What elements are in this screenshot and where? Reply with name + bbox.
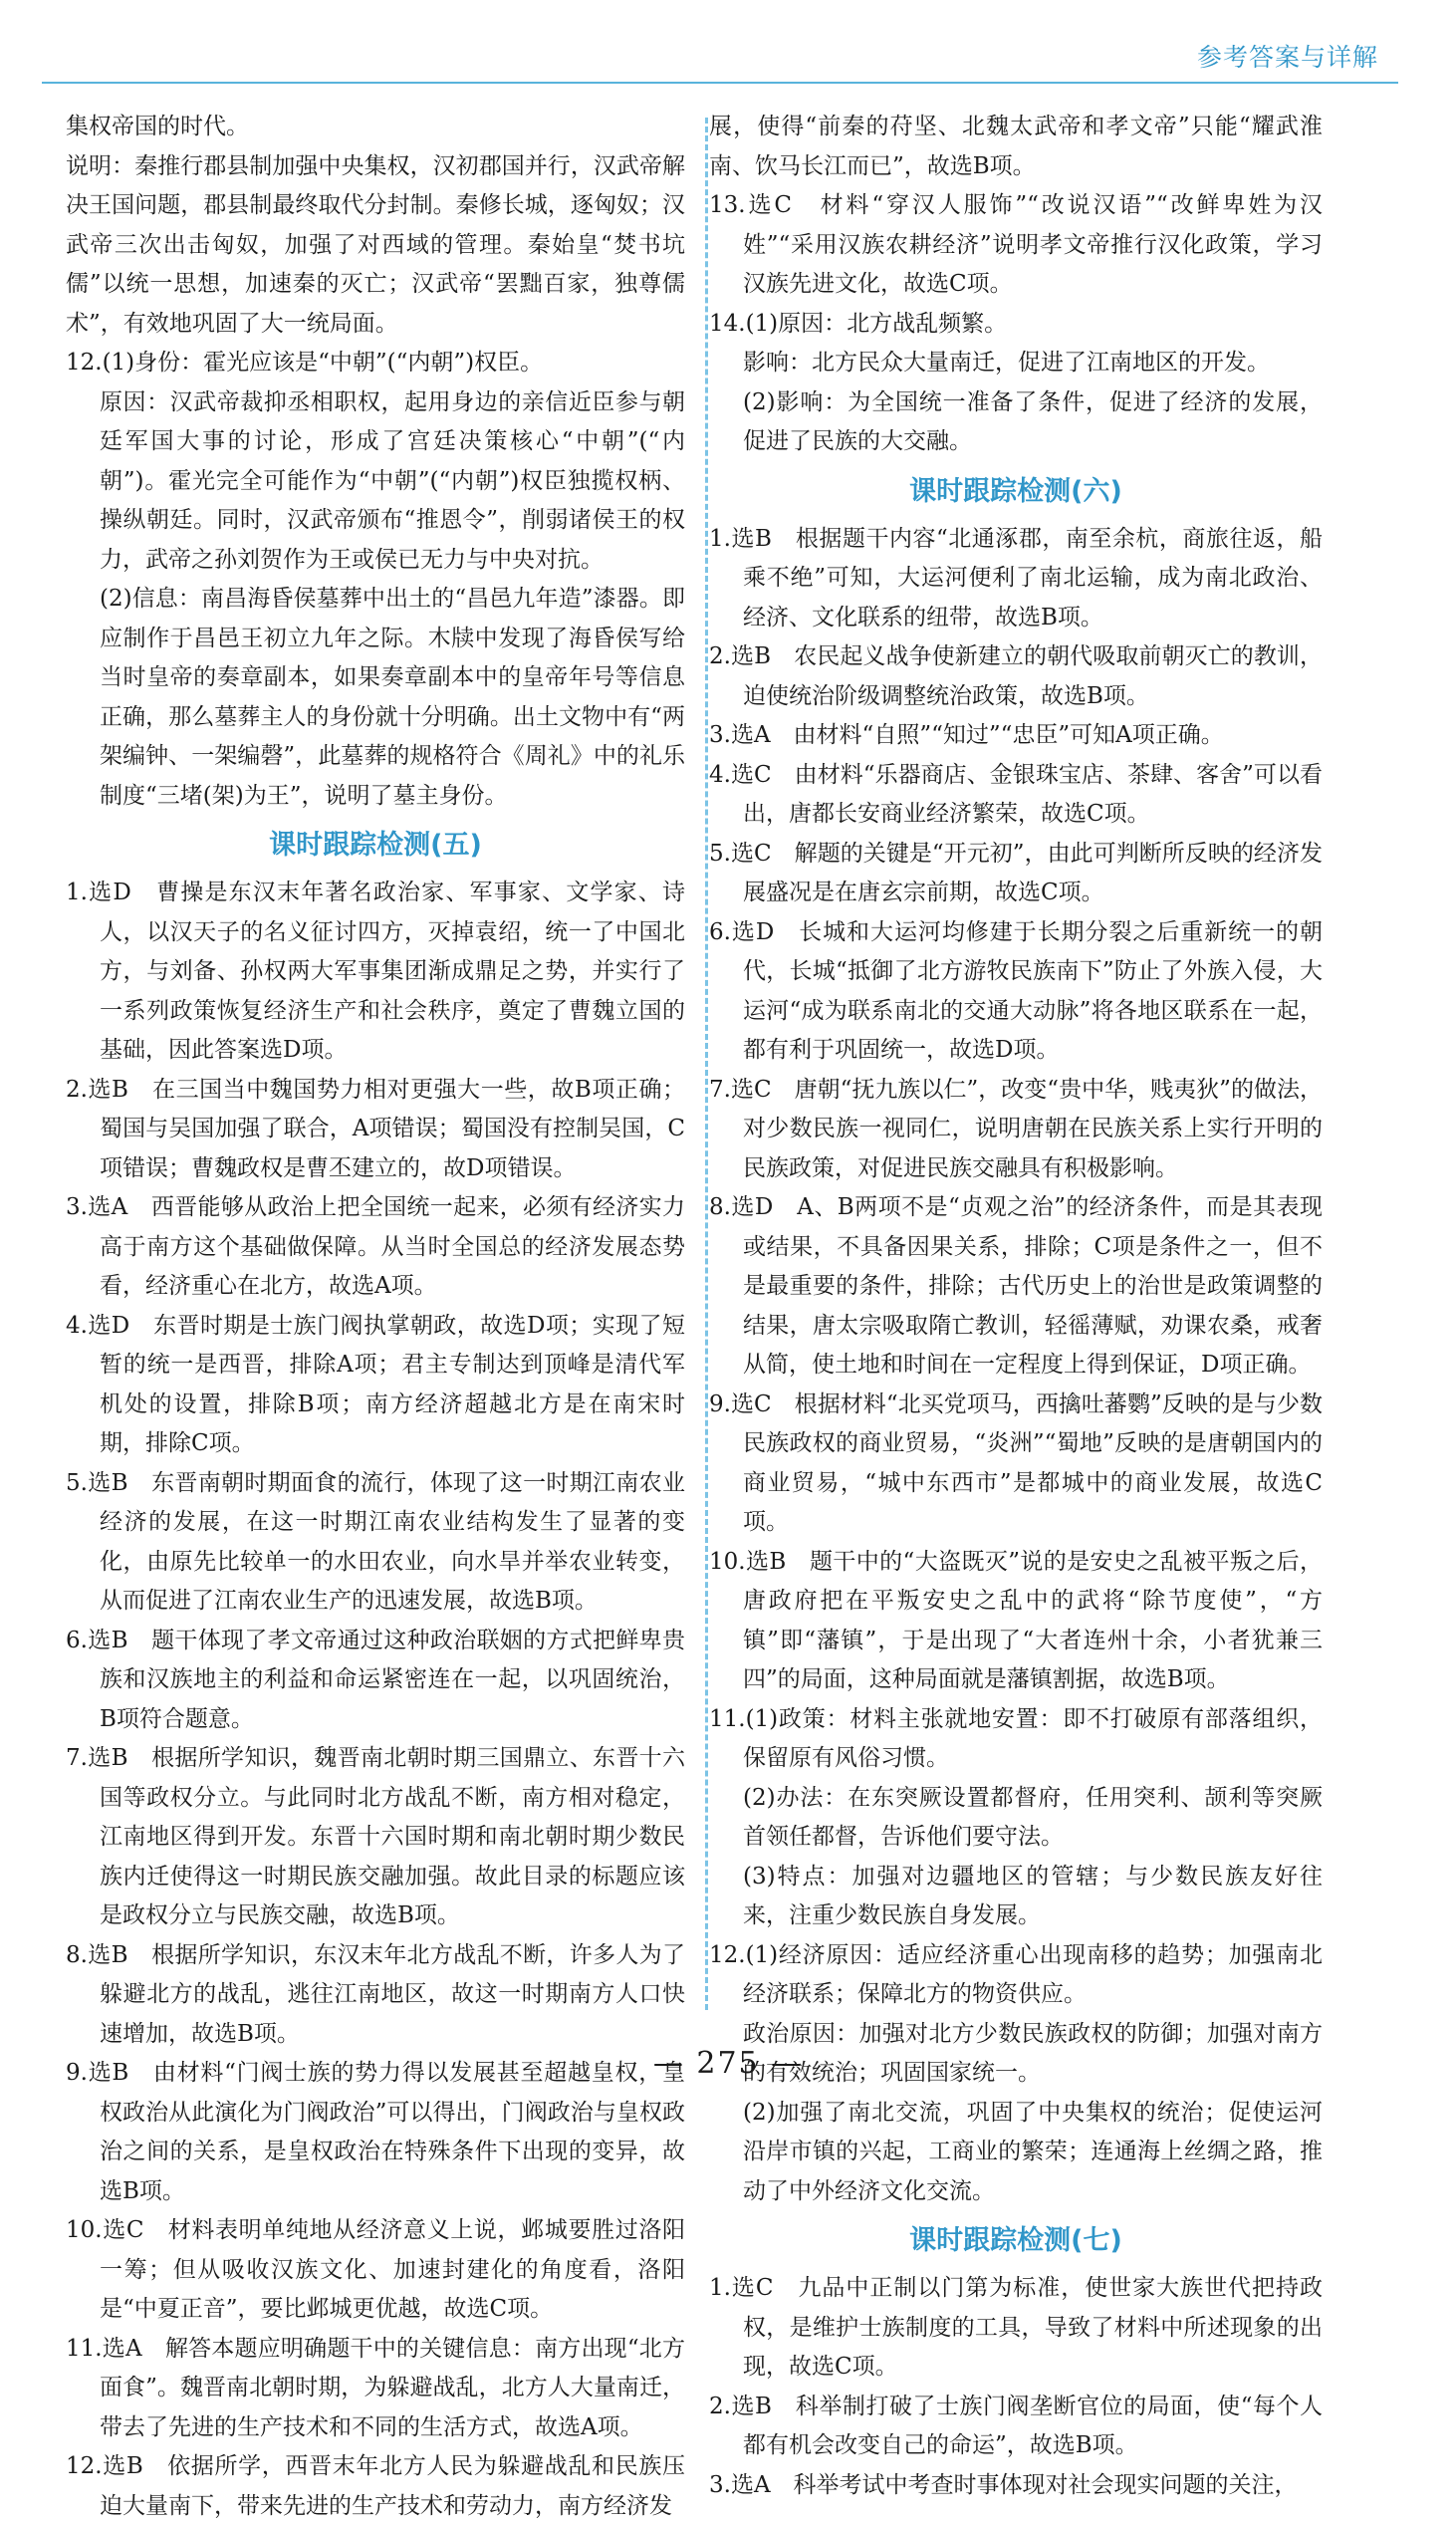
answer-paragraph: (2)信息：南昌海昏侯墓葬中出土的“昌邑九年造”漆器。即应制作于昌邑王初立九年之际。木牍中发现了海昏侯写给当时皇帝的奏章副本，如果奏章副本中的皇帝年号等信息正确，那么墓葬主人的身份就十分明确。出土文物中有“两架编钟、一架编磬”，此墓葬的规格符合《周礼》中的礼乐制度“三堵(架)为王”，说明了墓主身份。 bbox=[100, 586, 685, 809]
answer-paragraph: 10.选C 材料表明单纯地从经济意义上说，邺城要胜过洛阳一筹；但从吸收汉族文化、加速封建化的角度看，洛阳是“中夏正音”，要比邺城更优越，故选C项。 bbox=[66, 2217, 685, 2322]
answer-paragraph: (2)加强了南北交流，巩固了中央集权的统治；促使运河沿岸市镇的兴起，工商业的繁荣；连通海上丝绸之路，推动了中外经济文化交流。 bbox=[743, 2099, 1323, 2204]
answer-paragraph: 11.选A 解答本题应明确题干中的关键信息：南方出现“北方面食”。魏晋南北朝时期，为躲避战乱，北方人大量南迁，带去了先进的生产技术和不同的生活方式，故选A项。 bbox=[66, 2335, 685, 2440]
answer-paragraph: 14.(1)原因：北方战乱频繁。 bbox=[709, 310, 1008, 337]
answer-paragraph: 9.选C 根据材料“北买党项马，西擒吐蕃鹦”反映的是与少数民族政权的商业贸易，“炎洲”“蜀地”反映的是唐朝国内的商业贸易，“城中东西市”是都城中的商业发展，故选C项。 bbox=[709, 1390, 1323, 1535]
answer-paragraph: 3.选A 西晋能够从政治上把全国统一起来，必须有经济实力高于南方这个基础做保障。从当时全国总的经济发展态势看，经济重心在北方，故选A项。 bbox=[66, 1194, 685, 1299]
answer-paragraph: 1.选D 曹操是东汉末年著名政治家、军事家、文学家、诗人，以汉天子的名义征讨四方，灭掉袁绍，统一了中国北方，与刘备、孙权两大军事集团渐成鼎足之势，并实行了一系列政策恢复经济生产和社会秩序，奠定了曹魏立国的基础，因此答案选D项。 bbox=[66, 880, 685, 1063]
answer-paragraph: 政治原因：加强对北方少数民族政权的防御；加强对南方的有效统治；巩固国家统一。 bbox=[743, 2020, 1323, 2086]
answer-paragraph: 8.选D A、B两项不是“贞观之治”的经济条件，而是其表现或结果，不具备因果关系，排除；C项是条件之一，但不是最重要的条件，排除；古代历史上的治世是政策调整的结果，唐太宗吸取隋亡教训，轻徭薄赋，劝课农桑，戒奢从简，使土地和时间在一定程度上得到保证，D项正确。 bbox=[709, 1194, 1323, 1378]
section-title: 课时跟踪检测(七) bbox=[909, 2225, 1122, 2256]
answer-paragraph: (2)影响：为全国统一准备了条件，促进了经济的发展，促进了民族的大交融。 bbox=[743, 388, 1323, 454]
answer-paragraph: 10.选B 题干中的“大盗既灭”说的是安史之乱被平叛之后，唐政府把在平叛安史之乱中的武将“除节度使”，“方镇”即“藩镇”，于是出现了“大者连州十余，小者犹兼三四”的局面，这种局面就是藩镇割据，故选B项。 bbox=[709, 1548, 1323, 1692]
answer-paragraph: 1.选B 根据题干内容“北通涿郡，南至余杭，商旅往返，船乘不绝”可知，大运河便利了南北运输，成为南北政治、经济、文化联系的纽带，故选B项。 bbox=[709, 525, 1323, 631]
answer-paragraph: 4.选C 由材料“乐器商店、金银珠宝店、茶肆、客舍”可以看出，唐都长安商业经济繁荣，故选C项。 bbox=[709, 761, 1323, 827]
section-title: 课时跟踪检测(五) bbox=[269, 830, 482, 861]
page-number: — 275 — bbox=[652, 2046, 804, 2081]
answer-paragraph: (2)办法：在东突厥设置都督府，任用突利、颉利等突厥首领任都督，告诉他们要守法。 bbox=[743, 1784, 1323, 1850]
section-title: 课时跟踪检测(六) bbox=[909, 475, 1122, 507]
answer-paragraph: 12.(1)身份：霍光应该是“中朝”(“内朝”)权臣。 bbox=[66, 350, 544, 376]
right-column bbox=[709, 108, 1323, 2505]
answer-paragraph: 说明：秦推行郡县制加强中央集权，汉初郡国并行，汉武帝解决王国问题，郡县制最终取代分封制。秦修长城，逐匈奴；汉武帝三次出击匈奴，加强了对西域的管理。秦始皇“焚书坑儒”以统一思想，加速秦的灭亡；汉武帝“罢黜百家，独尊儒术”，有效地巩固了大一统局面。 bbox=[66, 152, 685, 337]
answer-paragraph: 7.选B 根据所学知识，魏晋南北朝时期三国鼎立、东晋十六国等政权分立。与此同时北方战乱不断，南方相对稳定，江南地区得到开发。东晋十六国时期和南北朝时期少数民族内迁使得这一时期民族交融加强。故此目录的标题应该是政权分立与民族交融，故选B项。 bbox=[66, 1745, 685, 1928]
answer-paragraph: 原因：汉武帝裁抑丞相职权，起用身边的亲信近臣参与朝廷军国大事的讨论，形成了宫廷决策核心“中朝”(“内朝”)。霍光完全可能作为“中朝”(“内朝”)权臣独揽权柄、操纵朝廷。同时，汉武帝颁布“推恩令”，削弱诸侯王的权力，武帝之孙刘贺作为王或侯已无力与中央对抗。 bbox=[100, 388, 685, 573]
answer-paragraph: 6.选D 长城和大运河均修建于长期分裂之后重新统一的朝代，长城“抵御了北方游牧民族南下”防止了外族入侵，大运河“成为联系南北的交通大动脉”将各地区联系在一起，都有利于巩固统一，故选D项。 bbox=[709, 918, 1323, 1063]
column-divider bbox=[705, 118, 708, 2010]
header-title: 参考答案与详解 bbox=[1196, 43, 1378, 72]
answer-paragraph: 12.选B 依据所学，西晋末年北方人民为躲避战乱和民族压迫大量南下，带来先进的生产技术和劳动力，南方经济发 bbox=[66, 2453, 685, 2519]
left-column bbox=[66, 108, 685, 2526]
answer-paragraph: 6.选B 题干体现了孝文帝通过这种政治联姻的方式把鲜卑贵族和汉族地主的利益和命运紧密连在一起，以巩固统治，B项符合题意。 bbox=[66, 1627, 685, 1732]
answer-paragraph: 9.选B 由材料“门阀士族的势力得以发展甚至超越皇权，皇权政治从此演化为门阀政治”可以得出，门阀政治与皇权政治之间的关系，是皇权政治在特殊条件下出现的变异，故选B项。 bbox=[66, 2060, 685, 2204]
answer-paragraph: 11.(1)政策：材料主张就地安置：即不打破原有部落组织，保留原有风俗习惯。 bbox=[709, 1705, 1323, 1771]
answer-paragraph: 展，使得“前秦的苻坚、北魏太武帝和孝文帝”只能“耀武淮南、饮马长江而已”，故选B项。 bbox=[709, 114, 1323, 179]
answer-paragraph: 4.选D 东晋时期是士族门阀执掌朝政，故选D项；实现了短暂的统一是西晋，排除A项；君主专制达到顶峰是清代军机处的设置，排除B项；南方经济超越北方是在南宋时期，排除C项。 bbox=[66, 1312, 685, 1456]
answer-paragraph: 3.选A 由材料“自照”“知过”“忠臣”可知A项正确。 bbox=[709, 722, 1224, 748]
answer-paragraph: 2.选B 农民起义战争使新建立的朝代吸取前朝灭亡的教训，迫使统治阶级调整统治政策，故选B项。 bbox=[709, 643, 1323, 709]
answer-paragraph: 集权帝国的时代。 bbox=[66, 114, 249, 139]
answer-paragraph: 13.选C 材料“穿汉人服饰”“改说汉语”“改鲜卑姓为汉姓”“采用汉族农耕经济”说明孝文帝推行汉化政策，学习汉族先进文化，故选C项。 bbox=[709, 192, 1323, 297]
answer-paragraph: 3.选A 科举考试中考查时事体现对社会现实问题的关注， bbox=[709, 2471, 1298, 2498]
answer-paragraph: 5.选B 东晋南朝时期面食的流行，体现了这一时期江南农业经济的发展，在这一时期江南农业结构发生了显著的变化，由原先比较单一的水田农业，向水旱并举农业转变，从而促进了江南农业生产的迅速发展，故选B项。 bbox=[66, 1469, 685, 1614]
answer-paragraph: 5.选C 解题的关键是“开元初”，由此可判断所反映的经济发展盛况是在唐玄宗前期，故选C项。 bbox=[709, 840, 1323, 905]
answer-paragraph: 8.选B 根据所学知识，东汉末年北方战乱不断，许多人为了躲避北方的战乱，逃往江南地区，故这一时期南方人口快速增加，故选B项。 bbox=[66, 1941, 685, 2047]
answer-paragraph: 1.选C 九品中正制以门第为标准，使世家大族世代把持政权，是维护士族制度的工具，导致了材料中所述现象的出现，故选C项。 bbox=[709, 2275, 1323, 2380]
answer-paragraph: 影响：北方民众大量南迁，促进了江南地区的开发。 bbox=[743, 350, 1270, 376]
answer-paragraph: 12.(1)经济原因：适应经济重心出现南移的趋势；加强南北经济联系；保障北方的物资供应。 bbox=[709, 1941, 1323, 2007]
answer-paragraph: 2.选B 科举制打破了士族门阀垄断官位的局面，使“每个人都有机会改变自己的命运”，故选B项。 bbox=[709, 2393, 1323, 2458]
answer-paragraph: (3)特点：加强对边疆地区的管辖；与少数民族友好往来，注重少数民族自身发展。 bbox=[743, 1863, 1323, 1928]
answer-paragraph: 2.选B 在三国当中魏国势力相对更强大一些，故B项正确；蜀国与吴国加强了联合，A项错误；蜀国没有控制吴国，C项错误；曹魏政权是曹丕建立的，故D项错误。 bbox=[66, 1076, 685, 1181]
answer-paragraph: 7.选C 唐朝“抚九族以仁”，改变“贵中华，贱夷狄”的做法，对少数民族一视同仁，说明唐朝在民族关系上实行开明的民族政策，对促进民族交融具有积极影响。 bbox=[709, 1076, 1323, 1181]
header-rule bbox=[42, 82, 1398, 84]
